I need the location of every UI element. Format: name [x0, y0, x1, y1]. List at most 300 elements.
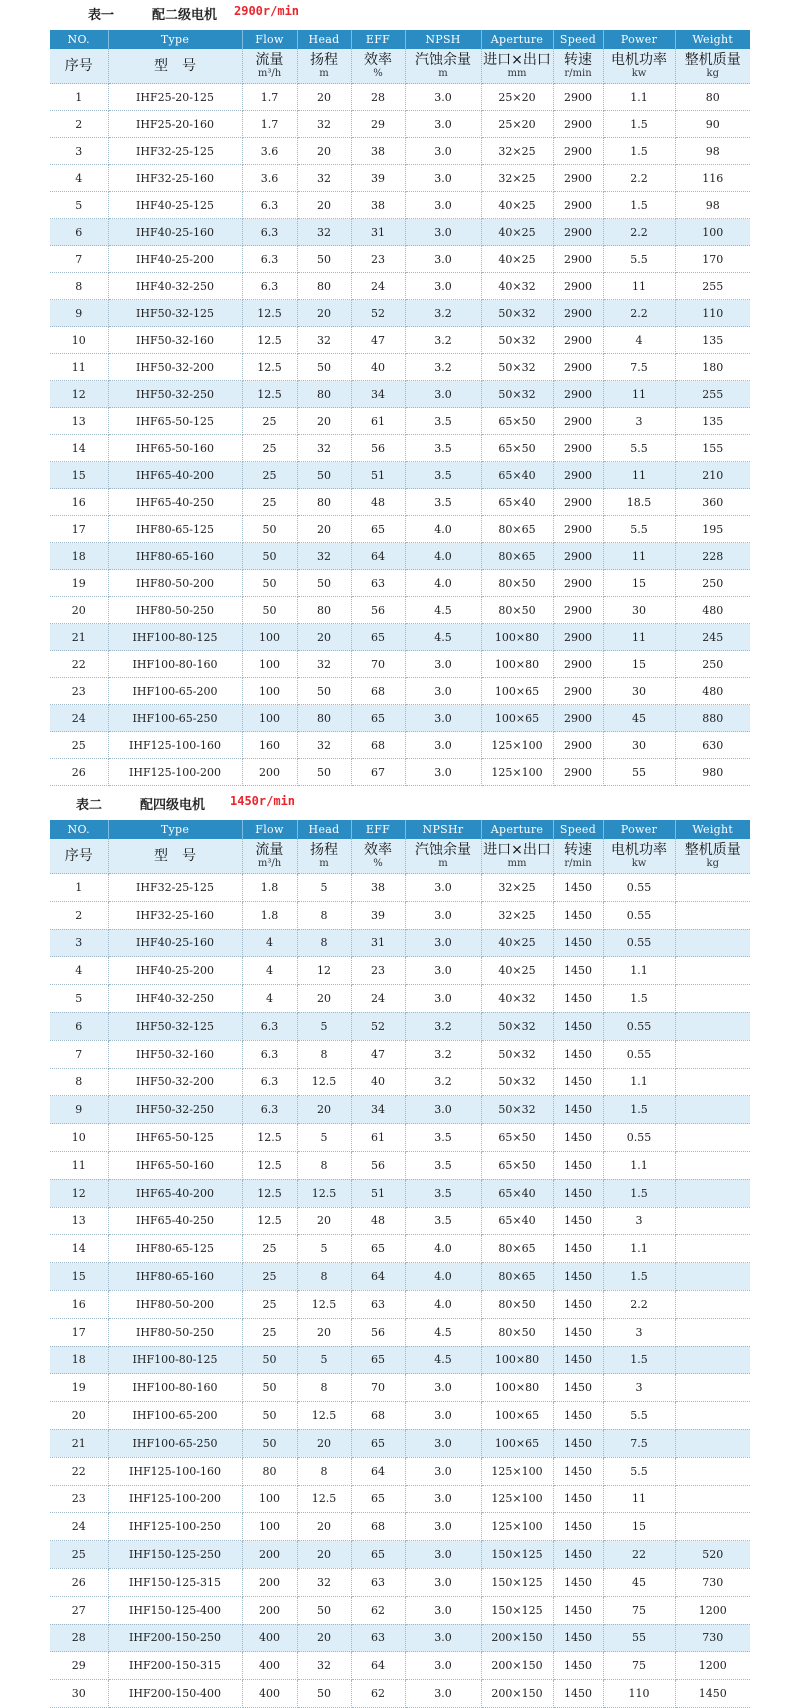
cell-aperture: 200×150: [481, 1680, 553, 1708]
cell-no: 5: [50, 192, 108, 219]
cell-aperture: 80×65: [481, 1263, 553, 1291]
cell-speed: 2900: [553, 678, 603, 705]
cell-no: 2: [50, 901, 108, 929]
cell-speed: 1450: [553, 1568, 603, 1596]
table-row: [50, 1068, 750, 1096]
table-body-2: [50, 874, 750, 1708]
cell-eff: 65: [351, 624, 405, 651]
cell-aperture: 50×32: [481, 1012, 553, 1040]
table-row: [50, 1513, 750, 1541]
cell-speed: 1450: [553, 1346, 603, 1374]
cell-speed: 1450: [553, 874, 603, 902]
cell-aperture: 80×50: [481, 1318, 553, 1346]
cell-no: 5: [50, 985, 108, 1013]
cell-speed: 1450: [553, 1624, 603, 1652]
cell-eff: 34: [351, 381, 405, 408]
table-caption-2: [50, 790, 750, 820]
header-en-eff: EFF: [351, 820, 405, 839]
header-row-english: [50, 820, 750, 839]
cell-npsh: 3.2: [405, 1012, 481, 1040]
cell-aperture: 40×25: [481, 246, 553, 273]
cell-weight: 116: [675, 165, 750, 192]
header-en-head: Head: [297, 820, 351, 839]
cell-eff: 67: [351, 759, 405, 786]
header-cn-flow: 流量 m³/h: [242, 839, 297, 874]
cell-head: 32: [297, 543, 351, 570]
cell-type: IHF65-50-160: [108, 435, 242, 462]
cell-speed: 2900: [553, 192, 603, 219]
cell-no: 23: [50, 678, 108, 705]
cell-aperture: 80×50: [481, 597, 553, 624]
header-cn-no: 序号: [50, 49, 108, 84]
header-en-weight: Weight: [675, 820, 750, 839]
cell-flow: 12.5: [242, 1124, 297, 1152]
cell-power: 7.5: [603, 1429, 675, 1457]
cell-eff: 38: [351, 138, 405, 165]
cell-power: 4: [603, 327, 675, 354]
cell-type: IHF65-40-200: [108, 462, 242, 489]
cell-type: IHF125-100-250: [108, 1513, 242, 1541]
cell-power: 75: [603, 1596, 675, 1624]
header-en-npshr: NPSHr: [405, 820, 481, 839]
cell-power: 30: [603, 732, 675, 759]
cell-power: 1.1: [603, 1068, 675, 1096]
table-row: [50, 874, 750, 902]
cell-head: 20: [297, 1429, 351, 1457]
cell-eff: 38: [351, 192, 405, 219]
cell-type: IHF200-150-250: [108, 1624, 242, 1652]
header-cn-weight: 整机质量 kg: [675, 49, 750, 84]
table-section-1: [50, 0, 750, 786]
table-row: [50, 1652, 750, 1680]
cell-head: 80: [297, 381, 351, 408]
table-row: [50, 489, 750, 516]
cell-npsh: 3.0: [405, 732, 481, 759]
cell-weight: [675, 957, 750, 985]
table-row: [50, 1346, 750, 1374]
cell-speed: 2900: [553, 354, 603, 381]
cell-speed: 2900: [553, 489, 603, 516]
cell-head: 20: [297, 624, 351, 651]
cell-no: 14: [50, 1235, 108, 1263]
cell-type: IHF32-25-125: [108, 138, 242, 165]
cell-type: IHF50-32-160: [108, 327, 242, 354]
cell-power: 3: [603, 408, 675, 435]
cell-head: 12.5: [297, 1402, 351, 1430]
cell-aperture: 125×100: [481, 1513, 553, 1541]
cell-eff: 56: [351, 1151, 405, 1179]
cell-type: IHF32-25-125: [108, 874, 242, 902]
table-row: [50, 759, 750, 786]
cell-weight: [675, 874, 750, 902]
cell-speed: 1450: [553, 1235, 603, 1263]
header-en-aperture: Aperture: [481, 820, 553, 839]
cell-flow: 25: [242, 1263, 297, 1291]
cell-head: 32: [297, 1652, 351, 1680]
cell-power: 11: [603, 462, 675, 489]
cell-aperture: 65×40: [481, 462, 553, 489]
cell-aperture: 125×100: [481, 1457, 553, 1485]
cell-power: 0.55: [603, 1012, 675, 1040]
header-cn-power: 电机功率 kw: [603, 49, 675, 84]
cell-no: 17: [50, 1318, 108, 1346]
cell-head: 32: [297, 732, 351, 759]
cell-power: 15: [603, 570, 675, 597]
cell-head: 32: [297, 1568, 351, 1596]
cell-npsh: 3.0: [405, 246, 481, 273]
cell-weight: [675, 1513, 750, 1541]
cell-aperture: 125×100: [481, 1485, 553, 1513]
table-row: [50, 462, 750, 489]
cell-speed: 1450: [553, 1012, 603, 1040]
table-row: [50, 929, 750, 957]
cell-speed: 2900: [553, 462, 603, 489]
cell-aperture: 50×32: [481, 1040, 553, 1068]
cell-eff: 65: [351, 1485, 405, 1513]
cell-head: 50: [297, 462, 351, 489]
cell-speed: 1450: [553, 1541, 603, 1569]
cell-aperture: 80×65: [481, 516, 553, 543]
cell-weight: 180: [675, 354, 750, 381]
cell-power: 1.5: [603, 111, 675, 138]
cell-type: IHF40-25-160: [108, 929, 242, 957]
cell-type: IHF32-25-160: [108, 165, 242, 192]
caption-number: 表二: [76, 798, 103, 813]
table-row: [50, 1541, 750, 1569]
cell-head: 12.5: [297, 1485, 351, 1513]
cell-aperture: 40×32: [481, 273, 553, 300]
cell-no: 24: [50, 1513, 108, 1541]
cell-no: 9: [50, 300, 108, 327]
cell-weight: [675, 1040, 750, 1068]
cell-no: 15: [50, 1263, 108, 1291]
cell-eff: 61: [351, 408, 405, 435]
header-cn-type: 型 号: [108, 49, 242, 84]
table-row: [50, 651, 750, 678]
cell-aperture: 200×150: [481, 1624, 553, 1652]
cell-flow: 1.7: [242, 111, 297, 138]
table-row: [50, 597, 750, 624]
cell-weight: 730: [675, 1624, 750, 1652]
cell-speed: 1450: [553, 1096, 603, 1124]
header-en-head: Head: [297, 30, 351, 49]
cell-aperture: 80×50: [481, 570, 553, 597]
cell-speed: 1450: [553, 1680, 603, 1708]
cell-no: 12: [50, 381, 108, 408]
cell-eff: 34: [351, 1096, 405, 1124]
table-row: [50, 1096, 750, 1124]
cell-weight: 980: [675, 759, 750, 786]
cell-weight: 228: [675, 543, 750, 570]
cell-type: IHF25-20-125: [108, 84, 242, 111]
cell-flow: 100: [242, 1513, 297, 1541]
cell-type: IHF65-40-250: [108, 489, 242, 516]
cell-npsh: 3.0: [405, 651, 481, 678]
cell-npsh: 3.5: [405, 489, 481, 516]
table-row: [50, 300, 750, 327]
cell-eff: 51: [351, 1179, 405, 1207]
cell-aperture: 100×80: [481, 1374, 553, 1402]
cell-weight: 1200: [675, 1596, 750, 1624]
cell-eff: 31: [351, 929, 405, 957]
cell-speed: 2900: [553, 651, 603, 678]
cell-power: 0.55: [603, 874, 675, 902]
cell-speed: 2900: [553, 300, 603, 327]
cell-eff: 64: [351, 1457, 405, 1485]
cell-speed: 1450: [553, 1318, 603, 1346]
table-row: [50, 1151, 750, 1179]
cell-type: IHF40-25-200: [108, 246, 242, 273]
cell-type: IHF80-50-250: [108, 597, 242, 624]
cell-power: 110: [603, 1680, 675, 1708]
cell-power: 45: [603, 705, 675, 732]
cell-type: IHF200-150-315: [108, 1652, 242, 1680]
cell-flow: 6.3: [242, 1040, 297, 1068]
cell-power: 55: [603, 1624, 675, 1652]
cell-power: 1.1: [603, 84, 675, 111]
cell-head: 8: [297, 929, 351, 957]
cell-no: 15: [50, 462, 108, 489]
cell-no: 25: [50, 1541, 108, 1569]
cell-aperture: 80×65: [481, 543, 553, 570]
cell-speed: 1450: [553, 1513, 603, 1541]
cell-flow: 200: [242, 1541, 297, 1569]
cell-flow: 50: [242, 1402, 297, 1430]
cell-aperture: 40×25: [481, 929, 553, 957]
cell-power: 18.5: [603, 489, 675, 516]
cell-aperture: 100×80: [481, 624, 553, 651]
cell-npsh: 3.2: [405, 1068, 481, 1096]
cell-speed: 2900: [553, 273, 603, 300]
cell-flow: 12.5: [242, 1151, 297, 1179]
cell-npsh: 3.0: [405, 84, 481, 111]
cell-flow: 1.8: [242, 874, 297, 902]
cell-aperture: 100×65: [481, 1429, 553, 1457]
cell-no: 20: [50, 1402, 108, 1430]
header-en-type: Type: [108, 30, 242, 49]
table-row: [50, 732, 750, 759]
cell-weight: 730: [675, 1568, 750, 1596]
cell-no: 10: [50, 327, 108, 354]
cell-power: 1.1: [603, 957, 675, 985]
table-row: [50, 1124, 750, 1152]
cell-head: 12: [297, 957, 351, 985]
cell-weight: 880: [675, 705, 750, 732]
cell-eff: 52: [351, 1012, 405, 1040]
cell-type: IHF125-100-200: [108, 1485, 242, 1513]
cell-head: 8: [297, 1457, 351, 1485]
header-en-power: Power: [603, 30, 675, 49]
cell-flow: 25: [242, 1290, 297, 1318]
cell-eff: 65: [351, 516, 405, 543]
cell-aperture: 80×50: [481, 1290, 553, 1318]
cell-power: 0.55: [603, 901, 675, 929]
cell-flow: 6.3: [242, 1096, 297, 1124]
cell-weight: 1450: [675, 1680, 750, 1708]
cell-head: 20: [297, 192, 351, 219]
cell-speed: 1450: [553, 1429, 603, 1457]
header-en-speed: Speed: [553, 30, 603, 49]
cell-weight: 1200: [675, 1652, 750, 1680]
cell-npsh: 3.5: [405, 1207, 481, 1235]
cell-npsh: 3.0: [405, 957, 481, 985]
cell-npsh: 3.0: [405, 705, 481, 732]
header-en-flow: Flow: [242, 30, 297, 49]
table-row: [50, 1207, 750, 1235]
cell-eff: 47: [351, 327, 405, 354]
cell-weight: 255: [675, 273, 750, 300]
cell-speed: 1450: [553, 1040, 603, 1068]
cell-power: 5.5: [603, 246, 675, 273]
cell-aperture: 50×32: [481, 300, 553, 327]
cell-npsh: 3.5: [405, 435, 481, 462]
cell-speed: 2900: [553, 624, 603, 651]
cell-weight: [675, 1374, 750, 1402]
table-section-2: [50, 790, 750, 1708]
table-row: [50, 327, 750, 354]
cell-npsh: 4.5: [405, 597, 481, 624]
cell-type: IHF150-125-400: [108, 1596, 242, 1624]
cell-eff: 40: [351, 354, 405, 381]
table-row: [50, 1680, 750, 1708]
cell-type: IHF150-125-250: [108, 1541, 242, 1569]
cell-npsh: 3.0: [405, 874, 481, 902]
cell-weight: [675, 1429, 750, 1457]
cell-power: 1.5: [603, 1346, 675, 1374]
table-row: [50, 901, 750, 929]
table-row: [50, 1263, 750, 1291]
cell-speed: 1450: [553, 1402, 603, 1430]
cell-aperture: 32×25: [481, 874, 553, 902]
table-row: [50, 219, 750, 246]
table-row: [50, 705, 750, 732]
cell-npsh: 4.0: [405, 543, 481, 570]
table-row: [50, 957, 750, 985]
cell-power: 55: [603, 759, 675, 786]
header-row-chinese: [50, 839, 750, 874]
cell-npsh: 3.0: [405, 759, 481, 786]
cell-power: 1.1: [603, 1151, 675, 1179]
cell-power: 1.1: [603, 1235, 675, 1263]
table-row: [50, 165, 750, 192]
cell-weight: 170: [675, 246, 750, 273]
table-row: [50, 1485, 750, 1513]
cell-type: IHF100-80-125: [108, 1346, 242, 1374]
cell-weight: 135: [675, 327, 750, 354]
cell-power: 2.2: [603, 300, 675, 327]
cell-eff: 63: [351, 1568, 405, 1596]
table-row: [50, 192, 750, 219]
cell-speed: 2900: [553, 327, 603, 354]
cell-head: 32: [297, 651, 351, 678]
cell-aperture: 65×50: [481, 1151, 553, 1179]
cell-no: 29: [50, 1652, 108, 1680]
cell-flow: 100: [242, 1485, 297, 1513]
cell-flow: 6.3: [242, 1068, 297, 1096]
cell-no: 26: [50, 759, 108, 786]
cell-flow: 12.5: [242, 381, 297, 408]
header-cn-npsh: 汽蚀余量 m: [405, 49, 481, 84]
cell-eff: 65: [351, 1235, 405, 1263]
cell-eff: 28: [351, 84, 405, 111]
cell-aperture: 40×25: [481, 219, 553, 246]
cell-speed: 2900: [553, 705, 603, 732]
cell-aperture: 65×40: [481, 489, 553, 516]
cell-weight: [675, 1096, 750, 1124]
cell-type: IHF40-32-250: [108, 273, 242, 300]
cell-flow: 50: [242, 1346, 297, 1374]
cell-power: 2.2: [603, 165, 675, 192]
cell-flow: 12.5: [242, 1207, 297, 1235]
cell-no: 14: [50, 435, 108, 462]
table-row: [50, 408, 750, 435]
cell-weight: 480: [675, 597, 750, 624]
table-row: [50, 1179, 750, 1207]
cell-speed: 1450: [553, 1596, 603, 1624]
cell-power: 1.5: [603, 985, 675, 1013]
cell-no: 25: [50, 732, 108, 759]
cell-eff: 70: [351, 651, 405, 678]
cell-speed: 2900: [553, 516, 603, 543]
cell-eff: 29: [351, 111, 405, 138]
cell-type: IHF65-50-160: [108, 1151, 242, 1179]
cell-power: 75: [603, 1652, 675, 1680]
cell-type: IHF100-80-160: [108, 1374, 242, 1402]
cell-head: 50: [297, 759, 351, 786]
cell-aperture: 50×32: [481, 354, 553, 381]
header-cn-no: 序号: [50, 839, 108, 874]
cell-aperture: 150×125: [481, 1596, 553, 1624]
cell-eff: 24: [351, 985, 405, 1013]
cell-power: 1.5: [603, 1179, 675, 1207]
cell-type: IHF100-80-125: [108, 624, 242, 651]
header-cn-eff: 效率 %: [351, 839, 405, 874]
cell-head: 20: [297, 1624, 351, 1652]
cell-npsh: 3.0: [405, 381, 481, 408]
cell-power: 3: [603, 1318, 675, 1346]
cell-weight: [675, 1235, 750, 1263]
cell-power: 1.5: [603, 1263, 675, 1291]
cell-flow: 4: [242, 985, 297, 1013]
cell-power: 11: [603, 543, 675, 570]
cell-eff: 56: [351, 1318, 405, 1346]
cell-aperture: 32×25: [481, 138, 553, 165]
cell-flow: 200: [242, 759, 297, 786]
cell-no: 4: [50, 957, 108, 985]
cell-speed: 1450: [553, 1179, 603, 1207]
cell-power: 5.5: [603, 435, 675, 462]
cell-npsh: 3.0: [405, 138, 481, 165]
cell-flow: 200: [242, 1596, 297, 1624]
cell-npsh: 4.5: [405, 624, 481, 651]
cell-npsh: 3.0: [405, 111, 481, 138]
cell-npsh: 3.5: [405, 1151, 481, 1179]
cell-weight: 80: [675, 84, 750, 111]
cell-npsh: 3.0: [405, 929, 481, 957]
table-row: [50, 1624, 750, 1652]
cell-speed: 1450: [553, 1457, 603, 1485]
cell-flow: 1.7: [242, 84, 297, 111]
cell-aperture: 65×50: [481, 1124, 553, 1152]
cell-weight: 135: [675, 408, 750, 435]
cell-eff: 65: [351, 705, 405, 732]
cell-no: 30: [50, 1680, 108, 1708]
cell-aperture: 100×65: [481, 705, 553, 732]
cell-type: IHF125-100-200: [108, 759, 242, 786]
cell-aperture: 40×32: [481, 985, 553, 1013]
cell-head: 32: [297, 111, 351, 138]
cell-type: IHF80-65-160: [108, 1263, 242, 1291]
